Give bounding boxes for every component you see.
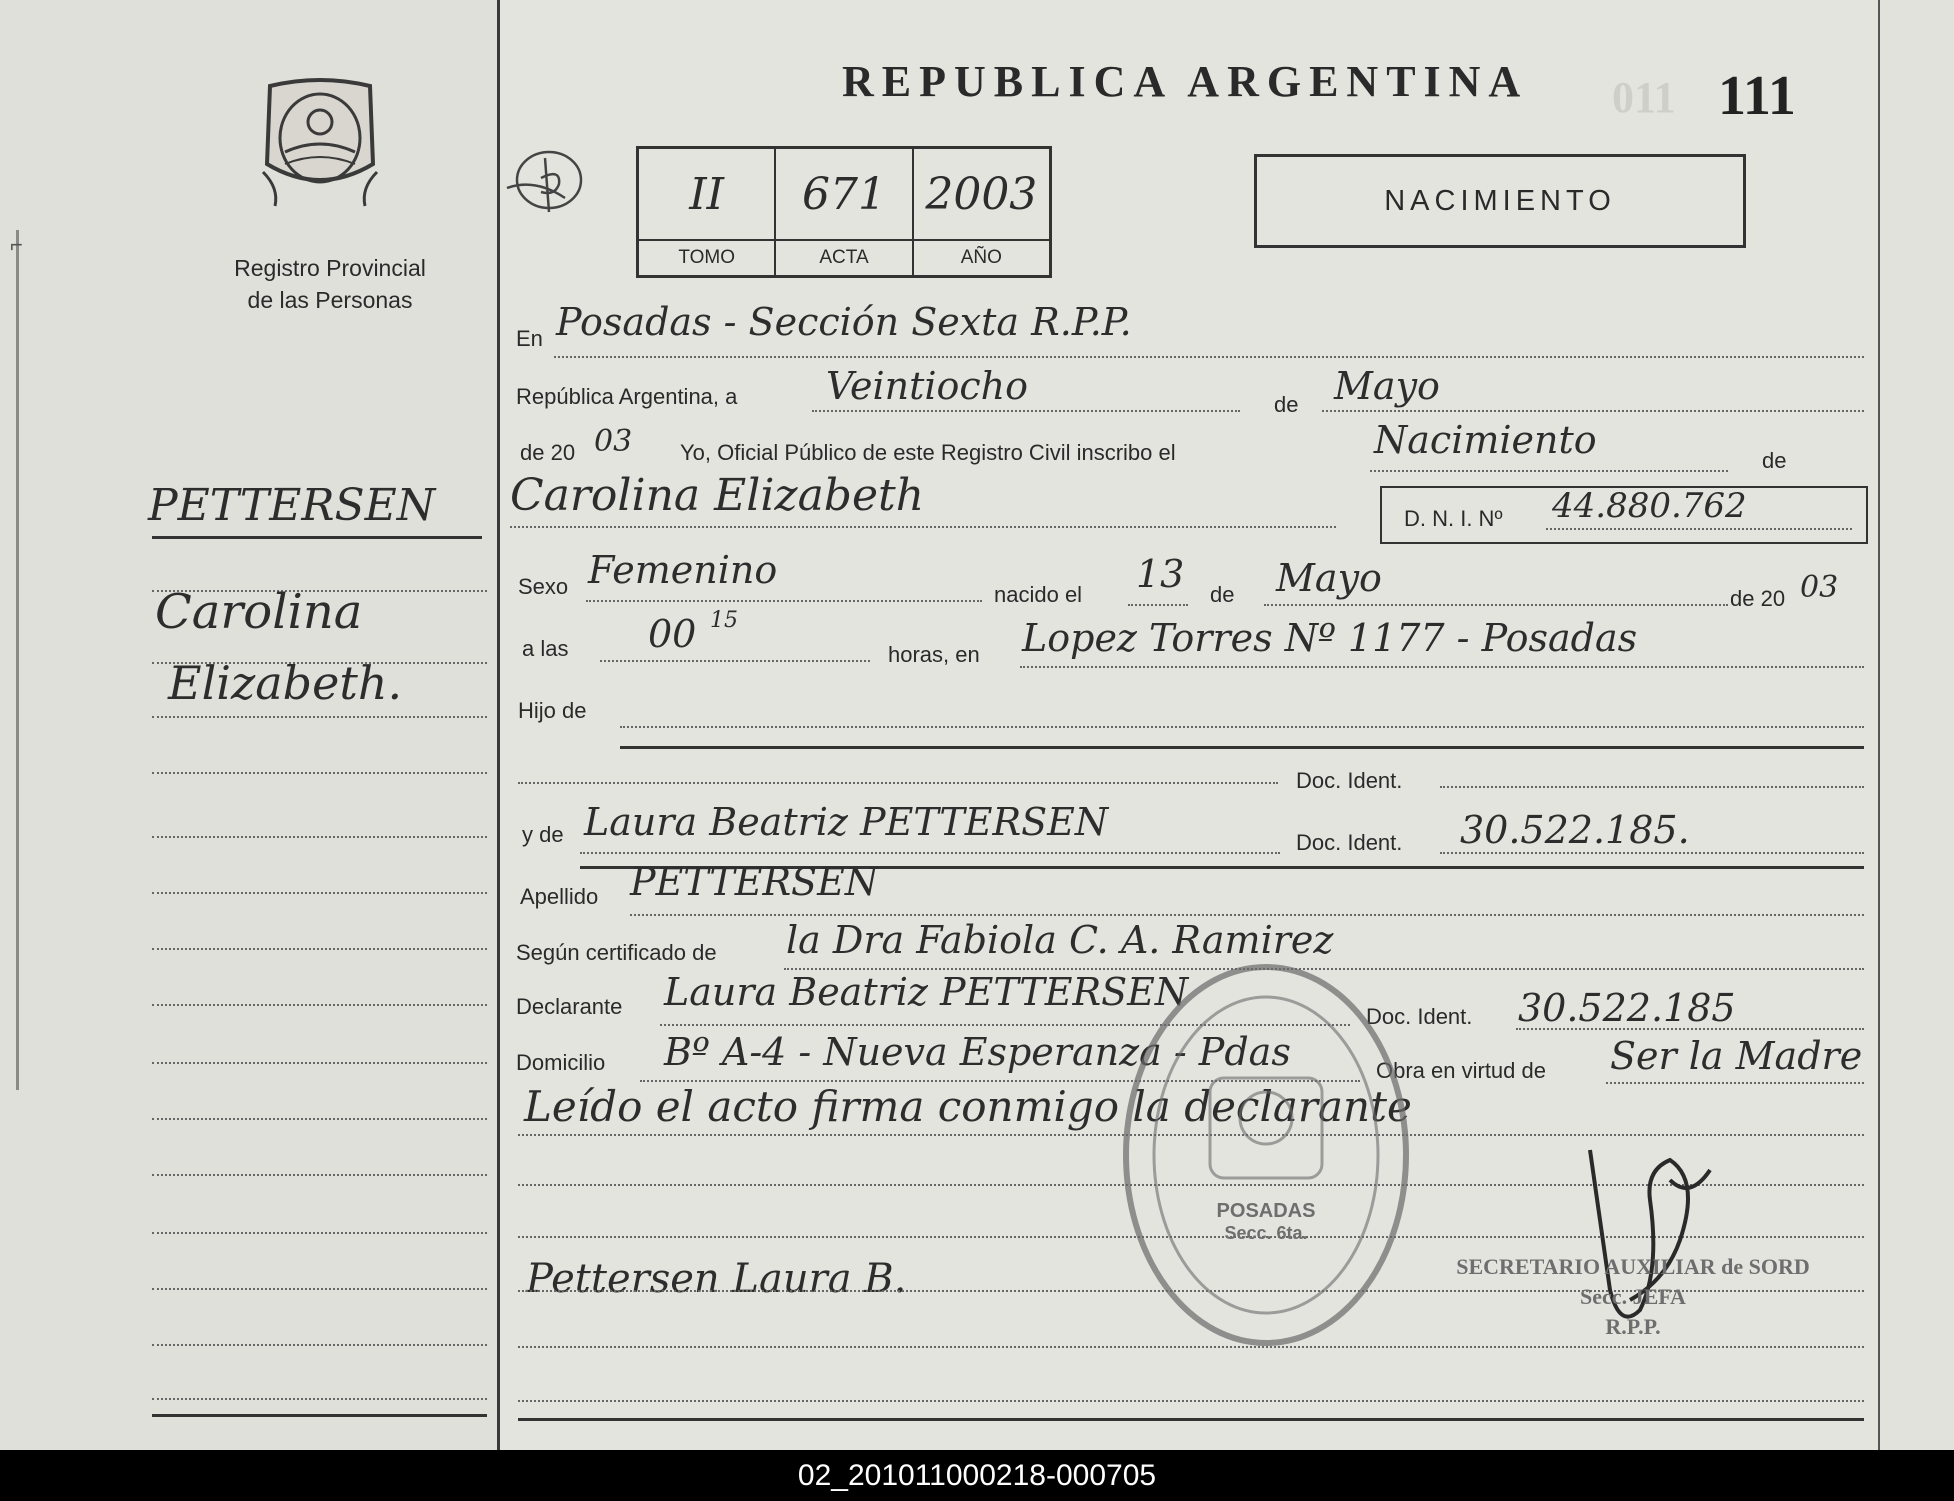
doc-ident-label-3: Doc. Ident. — [1366, 1004, 1473, 1029]
registry-line-1: Registro Provincial — [234, 255, 426, 281]
place-value: Posadas - Sección Sexta R.P.P. — [556, 300, 1132, 344]
form-dotted-line — [518, 782, 1278, 784]
certificado-label: Según certificado de — [516, 940, 717, 965]
document-title: REPUBLICA ARGENTINA — [842, 57, 1529, 106]
left-dotted-line — [152, 1232, 487, 1234]
register-reference-box — [636, 146, 1052, 278]
fold-mark-icon: ⌐ — [10, 232, 23, 257]
left-surname: PETTERSEN — [148, 480, 436, 531]
form-dotted-line — [812, 410, 1240, 412]
hijo-label: Hijo de — [518, 698, 587, 723]
de-label-3: de — [1210, 582, 1235, 607]
left-bottom-rule — [152, 1414, 487, 1417]
doc-ident-label: Doc. Ident. — [1296, 768, 1403, 793]
left-surname-rule — [152, 536, 482, 539]
form-dotted-line — [1264, 604, 1728, 606]
form-dotted-line — [580, 852, 1280, 854]
certificado-value: la Dra Fabiola C. A. Ramirez — [786, 918, 1334, 962]
apellido-value: PETTERSEN — [630, 860, 879, 904]
full-name-value: Carolina Elizabeth — [510, 470, 925, 521]
form-dotted-line — [630, 914, 1864, 916]
de-label: de — [1274, 392, 1299, 417]
round-stamp-text — [1118, 1200, 1414, 1244]
acta-label: ACTA — [776, 239, 911, 277]
anio-cell — [914, 149, 1049, 275]
left-given-name-2: Elizabeth. — [168, 656, 403, 710]
left-dotted-line — [152, 836, 487, 838]
left-dotted-line — [152, 772, 487, 774]
closing-note: Leído el acto firma conmigo la declarante — [524, 1082, 1412, 1131]
left-dotted-line — [152, 1118, 487, 1120]
official-stamp-line-3: R.P.P. — [1605, 1314, 1661, 1339]
anio-value: 2003 — [925, 169, 1038, 220]
month-value: Mayo — [1334, 364, 1440, 408]
left-dotted-line — [152, 1004, 487, 1006]
left-dotted-line — [152, 1288, 487, 1290]
year-prefix-label: de 20 — [520, 440, 576, 465]
birth-month-value: Mayo — [1276, 556, 1382, 600]
dni-value: 44.880.762 — [1552, 486, 1747, 526]
left-dotted-line — [152, 948, 487, 950]
acta-value: 671 — [802, 169, 886, 220]
tomo-value: II — [689, 169, 725, 220]
right-edge-strip — [1878, 0, 1954, 1450]
act-kind-value: Nacimiento — [1374, 418, 1597, 462]
left-dotted-line — [152, 1062, 487, 1064]
doc-ident-label-2: Doc. Ident. — [1296, 830, 1403, 855]
official-round-stamp-icon — [1118, 958, 1414, 1352]
left-dotted-line — [152, 1398, 487, 1400]
form-dotted-line — [1606, 1082, 1864, 1084]
mother-name-value: Laura Beatriz PETTERSEN — [584, 800, 1109, 844]
dni-label: D. N. I. Nº — [1404, 506, 1503, 531]
document-type-box: NACIMIENTO — [1254, 154, 1746, 248]
registry-line-2: de las Personas — [247, 287, 413, 313]
declarante-doc-value: 30.522.185 — [1518, 986, 1736, 1030]
form-dotted-line — [586, 600, 982, 602]
official-title-stamp — [1448, 1252, 1818, 1342]
left-dotted-line — [152, 1174, 487, 1176]
form-dotted-line — [1370, 470, 1728, 472]
official-stamp-line-2: Secc. JEFA — [1580, 1284, 1686, 1309]
horas-label: horas, en — [888, 642, 980, 667]
declarante-value: Laura Beatriz PETTERSEN — [664, 970, 1189, 1014]
de-label-2: de — [1762, 448, 1787, 473]
obra-value: Ser la Madre — [1610, 1034, 1863, 1078]
birth-year-suffix-value: 03 — [1800, 570, 1839, 605]
serial-number: 111 — [1718, 65, 1796, 127]
form-dotted-line — [510, 526, 1336, 528]
left-dotted-line — [152, 1344, 487, 1346]
year-suffix-value: 03 — [594, 424, 633, 459]
apellido-label: Apellido — [520, 884, 599, 909]
alas-label: a las — [522, 636, 569, 661]
fold-line — [16, 230, 19, 1090]
form-solid-rule — [620, 746, 1864, 749]
round-stamp-line-3: Secc. 6ta. — [1224, 1223, 1308, 1243]
form-dotted-line — [1440, 852, 1864, 854]
registry-name — [190, 252, 470, 316]
sexo-label: Sexo — [518, 574, 569, 599]
acta-cell — [776, 149, 913, 275]
left-margin-panel — [0, 0, 500, 1450]
round-stamp-line-2: POSADAS — [1216, 1200, 1316, 1222]
obra-label: Obra en virtud de — [1376, 1058, 1546, 1083]
day-words-value: Veintiocho — [826, 364, 1029, 408]
sexo-value: Femenino — [588, 548, 778, 592]
anio-label: AÑO — [914, 239, 1049, 277]
tomo-cell — [639, 149, 776, 275]
form-dotted-line — [1020, 666, 1864, 668]
en-label: En — [516, 326, 543, 351]
domicilio-value: Bº A-4 - Nueva Esperanza - Pdas — [664, 1030, 1291, 1074]
birth-time-minutes: 15 — [710, 608, 738, 633]
birth-time-value: 00 — [648, 612, 697, 656]
form-dotted-line — [554, 356, 1864, 358]
declarante-label: Declarante — [516, 994, 623, 1019]
form-dotted-line — [1128, 604, 1188, 606]
officer-text: Yo, Oficial Público de este Registro Civil inscribo el — [680, 440, 1176, 465]
image-filename-footer: 02_201011000218-000705 — [0, 1450, 1954, 1501]
handwritten-initial-mark-icon — [505, 148, 585, 220]
republica-label: República Argentina, a — [516, 384, 738, 409]
form-dotted-line — [1516, 1028, 1864, 1030]
left-dotted-line — [152, 716, 487, 718]
domicilio-label: Domicilio — [516, 1050, 606, 1075]
left-dotted-line — [152, 892, 487, 894]
nacido-label: nacido el — [994, 582, 1083, 607]
declarant-signature: Pettersen Laura B. — [526, 1256, 907, 1302]
form-dotted-line — [600, 660, 870, 662]
birth-year-prefix-label: de 20 — [1730, 586, 1786, 611]
mother-doc-value: 30.522.185. — [1460, 808, 1690, 852]
faint-serial-number: 011 — [1612, 73, 1676, 122]
y-de-label: y de — [522, 822, 564, 847]
tomo-label: TOMO — [639, 239, 774, 277]
form-dotted-line — [620, 726, 1864, 728]
birth-place-value: Lopez Torres Nº 1177 - Posadas — [1022, 616, 1638, 660]
form-bottom-rule — [518, 1418, 1864, 1421]
official-stamp-line-1: SECRETARIO AUXILIAR de SORD — [1456, 1254, 1810, 1279]
form-dotted-line — [1322, 410, 1864, 412]
form-dotted-line — [1546, 528, 1852, 530]
birth-day-value: 13 — [1136, 552, 1185, 596]
form-dotted-line — [1440, 786, 1864, 788]
provincial-seal-icon — [255, 76, 385, 210]
form-dotted-line — [518, 1400, 1864, 1402]
left-given-name-1: Carolina — [155, 584, 363, 640]
